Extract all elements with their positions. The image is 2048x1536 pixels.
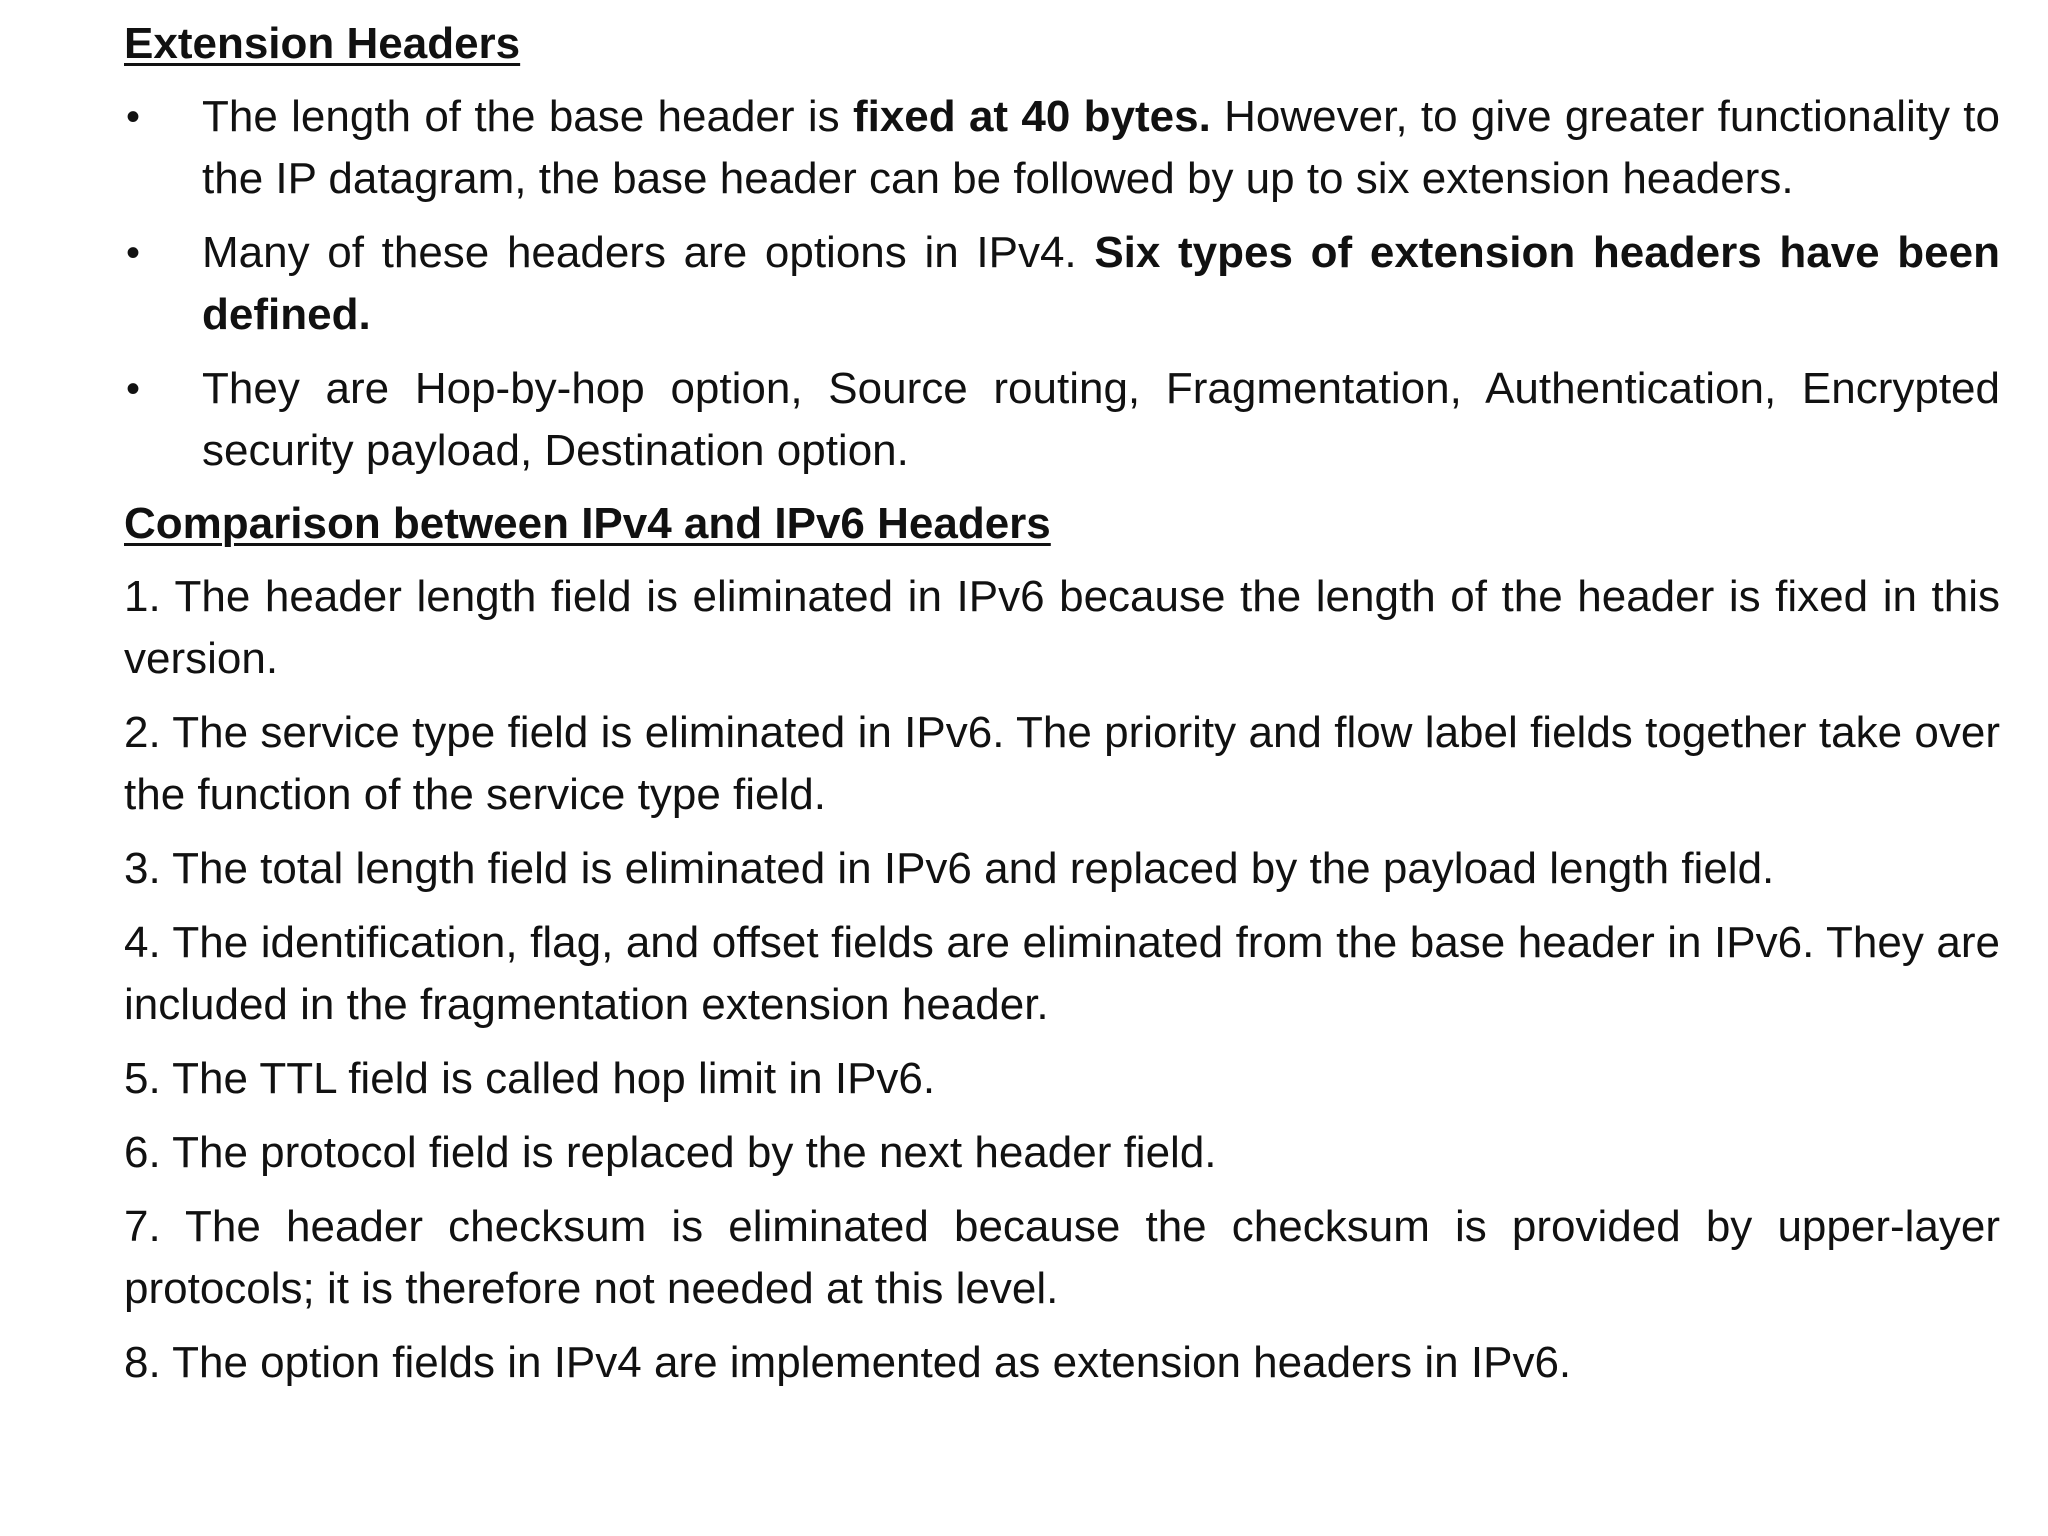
bullet-text-pre: They are Hop-by-hop option, Source routing, Fragmentation, Authentication, Encrypted security payload, Destination option.: [202, 364, 2000, 475]
bullet-text-pre: Many of these headers are options in IPv4.: [202, 228, 1095, 277]
bullet-dot-icon: •: [126, 367, 141, 411]
bullet-dot-icon: •: [126, 95, 141, 139]
comparison-item: 8. The option fields in IPv4 are implemented as extension headers in IPv6.: [124, 1338, 1572, 1387]
comparison-item: 2. The service type field is eliminated in IPv6. The priority and flow label fields together take over the function of the service type field.: [124, 708, 2000, 819]
comparison-title: Comparison between IPv4 and IPv6 Headers: [124, 499, 1051, 548]
bullet-item: [124, 86, 2000, 210]
bullet-item: [124, 222, 2000, 346]
comparison-item: 5. The TTL field is called hop limit in IPv6.: [124, 1054, 936, 1103]
comparison-item: 4. The identification, flag, and offset fields are eliminated from the base header in IPv6. They are included in the fragmentation extension header.: [124, 918, 2000, 1029]
bullet-item: [124, 358, 2000, 482]
bullet-text-bold: fixed at 40 bytes.: [852, 92, 1211, 141]
comparison-list: [124, 566, 2000, 1394]
comparison-item: 6. The protocol field is replaced by the next header field.: [124, 1128, 1217, 1177]
comparison-item: 1. The header length field is eliminated in IPv6 because the length of the header is fixed in this version.: [124, 572, 2000, 683]
bullet-dot-icon: •: [126, 231, 141, 275]
bullet-text-post: However, to give greater functionality to the IP datagram, the base header can be followed by up to six extension headers.: [202, 92, 2000, 203]
extension-headers-bullets: [124, 86, 2000, 482]
slide-content: [124, 14, 2000, 1406]
extension-headers-title: Extension Headers: [124, 19, 521, 68]
bullet-text-pre: The length of the base header is: [202, 92, 853, 141]
bullet-text-bold: Six types of extension headers have been defined.: [202, 228, 2001, 339]
comparison-item: 7. The header checksum is eliminated because the checksum is provided by upper-layer protocols; it is therefore not needed at this level.: [124, 1202, 2000, 1313]
comparison-item: 3. The total length field is eliminated in IPv6 and replaced by the payload length field.: [124, 844, 1775, 893]
